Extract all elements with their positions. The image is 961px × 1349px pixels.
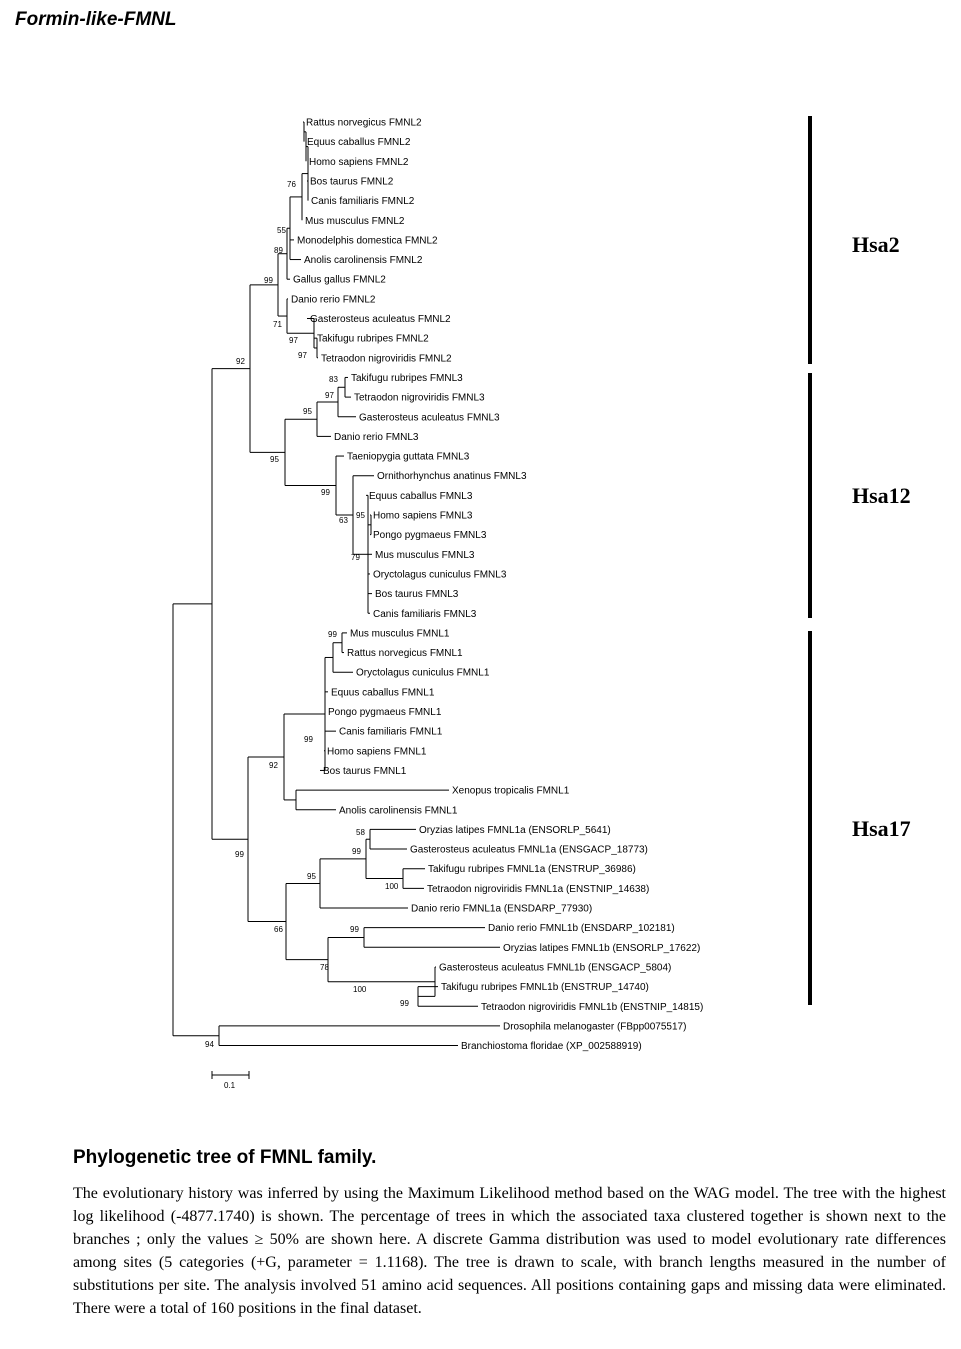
tree-leaf-label: Mus musculus FMNL1 [350,628,450,640]
tree-leaf-label: Canis familiaris FMNL2 [311,196,415,208]
tree-leaf-label: Tetraodon nigroviridis FMNL2 [321,353,452,365]
tree-leaf-label: Rattus norvegicus FMNL1 [347,648,463,660]
tree-leaf-label: Monodelphis domestica FMNL2 [297,235,438,247]
bootstrap-value: 99 [352,847,361,856]
tree-leaf-label: Anolis carolinensis FMNL1 [339,805,458,817]
bootstrap-value: 92 [269,761,278,770]
tree-leaf-label: Drosophila melanogaster (FBpp0075517) [503,1021,687,1033]
bootstrap-value: 95 [307,872,316,881]
tree-leaf-label: Oryzias latipes FMNL1a (ENSORLP_5641) [419,824,611,836]
bootstrap-value: 99 [264,276,273,285]
tree-leaf-label: Pongo pygmaeus FMNL3 [373,530,487,542]
page-title: Formin-like-FMNL [15,9,177,30]
tree-leaf-label: Canis familiaris FMNL1 [339,726,443,738]
bootstrap-value: 89 [274,246,283,255]
tree-leaf-label: Danio rerio FMNL1b (ENSDARP_102181) [488,923,675,935]
bootstrap-value: 100 [385,882,399,891]
bootstrap-value: 92 [236,357,245,366]
tree-leaf-label: Mus musculus FMNL2 [305,215,405,227]
tree-leaf-label: Xenopus tropicalis FMNL1 [452,785,570,797]
tree-leaf-label: Gasterosteus aculeatus FMNL2 [310,314,451,325]
tree-leaf-label: Homo sapiens FMNL3 [373,510,473,522]
bootstrap-value: 99 [350,925,359,934]
bootstrap-value: 58 [356,828,365,837]
tree-leaf-label: Bos taurus FMNL1 [323,765,407,777]
tree-leaf-label: Danio rerio FMNL1a (ENSDARP_77930) [411,903,593,915]
bootstrap-value: 95 [303,407,312,416]
tree-leaf-label: Branchiostoma floridae (XP_002588919) [461,1041,642,1053]
tree-leaf-label: Tetraodon nigroviridis FMNL1b (ENSTNIP_14815) [481,1001,704,1013]
tree-leaf-label: Taeniopygia guttata FMNL3 [347,451,470,463]
tree-leaf-label: Rattus norvegicus FMNL2 [306,117,422,129]
tree-leaf-label: Oryctolagus cuniculus FMNL1 [356,667,490,679]
bootstrap-value: 97 [325,391,334,400]
tree-leaf-label: Danio rerio FMNL2 [291,294,376,306]
caption-title: Phylogenetic tree of FMNL family. [73,1147,377,1168]
tree-leaf-label: Ornithorhynchus anatinus FMNL3 [377,471,527,483]
bootstrap-value: 78 [320,963,329,972]
bootstrap-value: 79 [351,553,360,562]
tree-leaf-label: Homo sapiens FMNL2 [309,156,409,168]
tree-leaf-label: Equus caballus FMNL1 [331,687,435,699]
bootstrap-value: 100 [353,985,367,994]
bootstrap-value: 55 [277,226,286,235]
bootstrap-value: 71 [273,320,282,329]
tree-leaf-label: Anolis carolinensis FMNL2 [304,255,423,267]
tree-leaf-label: Oryzias latipes FMNL1b (ENSORLP_17622) [503,942,701,954]
tree-leaf-label: Bos taurus FMNL2 [310,176,394,188]
tree-leaf-label: Gasterosteus aculeatus FMNL3 [359,412,500,424]
clade-label: Hsa2 [852,232,900,257]
bootstrap-value: 99 [304,735,313,744]
tree-leaf-label: Takifugu rubripes FMNL1a (ENSTRUP_36986) [428,864,636,876]
tree-leaf-label: Takifugu rubripes FMNL1b (ENSTRUP_14740) [441,982,649,994]
bootstrap-value: 63 [339,516,348,525]
caption-text: The evolutionary history was inferred by using the Maximum Likelihood method based on the WAG model. The tree with the highest log likelihood (-4877.1740) is shown. The percentage of trees in which the associated taxa clustered together is shown next to the branches ; only the values ≥ 50% are shown here. A discrete Gamma distribution was used to model evolutionary rate differences among sites (5 categories (+G, parameter = 1.1168). The tree is drawn to scale, with branch lengths measured in the number of substitutions per site. The analysis involved 51 amino acid sequences. All positions containing gaps and missing data were eliminated. There were a total of 160 positions in the final dataset. [73,1185,946,1317]
bootstrap-value: 99 [400,999,409,1008]
tree-leaf-label: Pongo pygmaeus FMNL1 [328,707,442,718]
bootstrap-value: 99 [321,488,330,497]
tree-leaf-label: Equus caballus FMNL2 [307,137,411,149]
tree-leaf-label: Tetraodon nigroviridis FMNL1a (ENSTNIP_14638) [427,883,650,895]
tree-leaf-label: Tetraodon nigroviridis FMNL3 [354,392,485,404]
tree-leaf-label: Oryctolagus cuniculus FMNL3 [373,569,507,581]
tree-leaf-label: Takifugu rubripes FMNL3 [351,372,463,384]
tree-leaf-label: Mus musculus FMNL3 [375,549,475,561]
bootstrap-value: 97 [298,351,307,360]
tree-leaf-label: Takifugu rubripes FMNL2 [317,333,429,345]
bootstrap-value: 76 [287,180,296,189]
tree-leaf-label: Homo sapiens FMNL1 [327,746,427,758]
tree-leaf-label: Gasterosteus aculeatus FMNL1b (ENSGACP_5804) [439,962,672,974]
tree-leaf-label: Equus caballus FMNL3 [369,490,473,502]
bootstrap-value: 94 [205,1040,214,1049]
tree-leaf-label: Danio rerio FMNL3 [334,431,419,443]
bootstrap-value: 95 [356,511,365,520]
bootstrap-value: 99 [235,850,244,859]
bootstrap-value: 97 [289,336,298,345]
clade-label: Hsa12 [852,483,911,508]
bootstrap-value: 99 [328,630,337,639]
tree-leaf-label: Gallus gallus FMNL2 [293,274,386,286]
scale-bar-label: 0.1 [224,1081,236,1090]
tree-leaf-label: Canis familiaris FMNL3 [373,608,477,620]
tree-leaf-label: Bos taurus FMNL3 [375,589,459,601]
tree-leaf-label: Gasterosteus aculeatus FMNL1a (ENSGACP_18773) [410,844,648,856]
bootstrap-value: 83 [329,375,338,384]
bootstrap-value: 66 [274,925,283,934]
bootstrap-value: 95 [270,455,279,464]
clade-label: Hsa17 [852,816,911,841]
